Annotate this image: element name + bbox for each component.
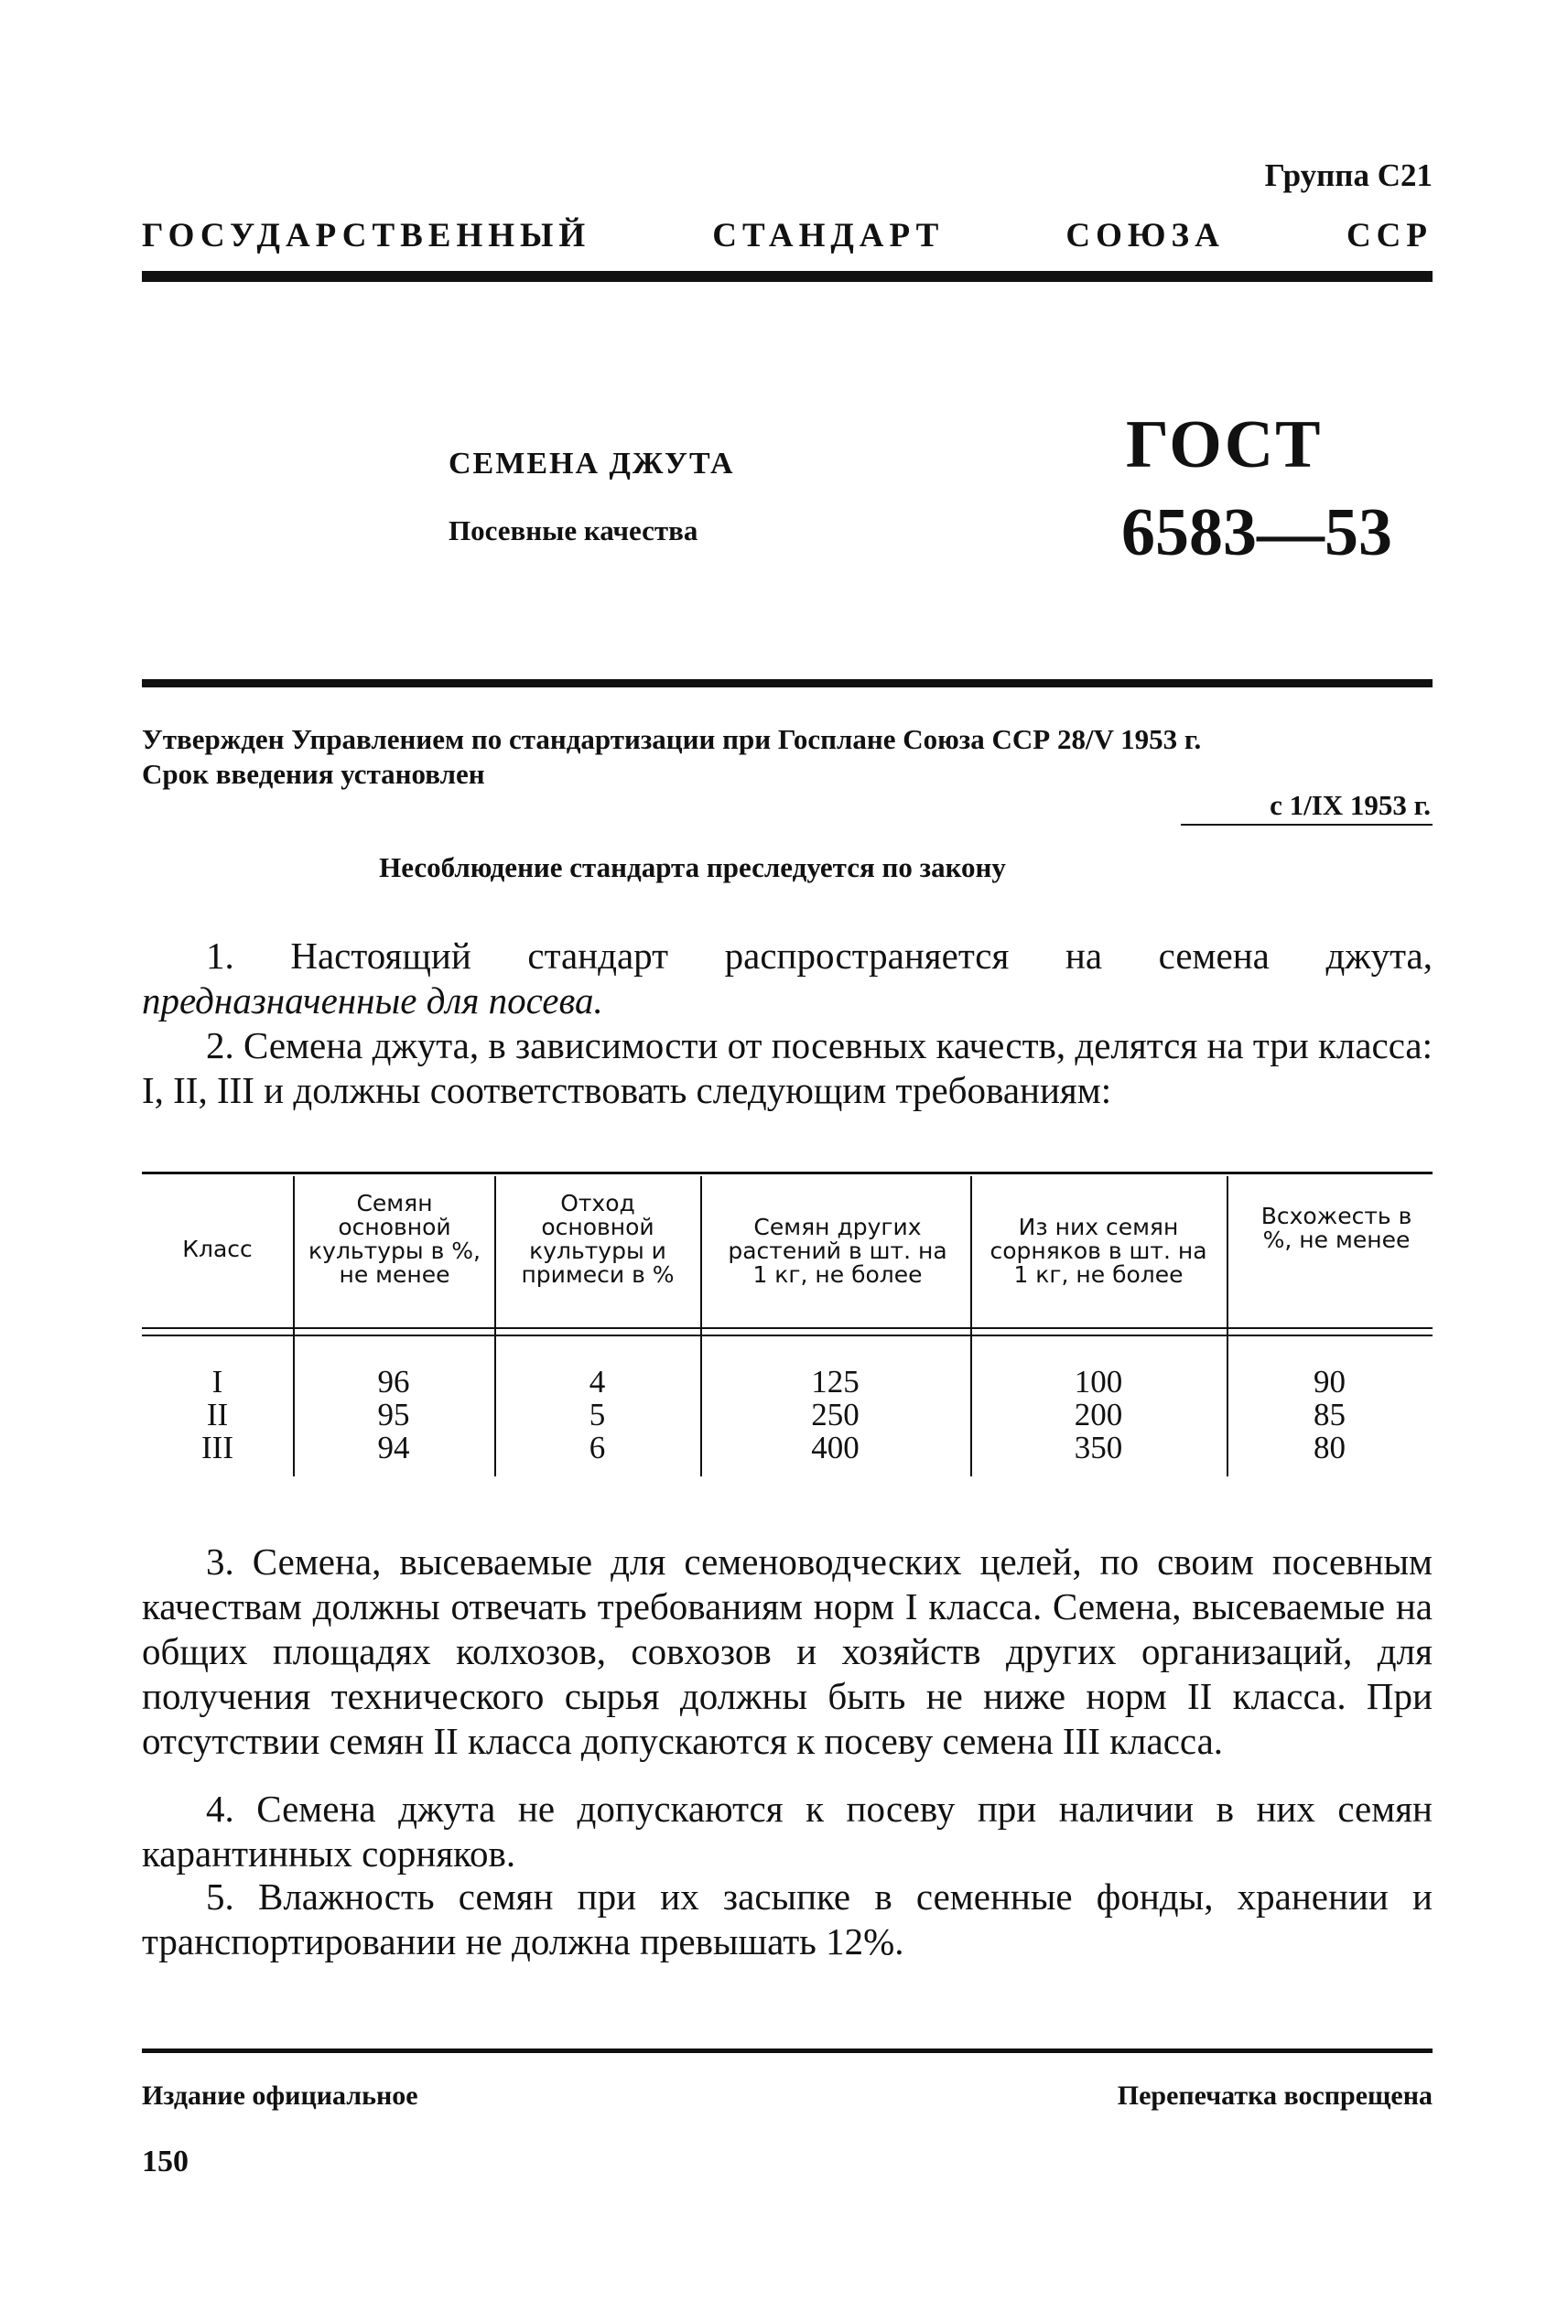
intro-date: с 1/IX 1953 г.: [1270, 789, 1431, 821]
table-cell: 400: [811, 1430, 860, 1465]
clause-2: [142, 1023, 1433, 1113]
table-cell: 5: [589, 1397, 606, 1432]
clause-3: [142, 1540, 1433, 1764]
intro-date-underline: [1181, 824, 1433, 826]
clause-3-text: 3. Семена, высеваемые для семеноводческих целей, по своим посевным качествам должны отвечать требованиям норм I класса. Семена, высеваемые на общих площадях колхозов, совхозов и хозяйств других организаций, для получения технического сырья должны быть не ниже норм II класса. При отсутствии семян II класса допускаются к посеву семена III класса.: [142, 1540, 1433, 1762]
table-cell: 96: [377, 1364, 410, 1400]
table-cell: 80: [1314, 1430, 1346, 1465]
law-notice: Несоблюдение стандарта преследуется по закону: [379, 851, 1006, 883]
requirements-table: [142, 1172, 1433, 1478]
col-header-other-plants: Семян других растений в шт. на 1 кг, не более: [728, 1214, 947, 1288]
clause-1-text: 1. Настоящий стандарт распространяется на семена джута,: [206, 935, 1433, 977]
reprint-notice: Перепечатка воспрещена: [1117, 2081, 1433, 2111]
header-rule: [142, 271, 1433, 282]
document-subtitle: Посевные качества: [449, 514, 698, 546]
title-rule: [142, 679, 1433, 687]
gost-number: 6583—53: [1121, 495, 1392, 570]
table-top-rule: [142, 1172, 1433, 1174]
table-cell: III: [201, 1430, 233, 1465]
table-cell: 100: [1074, 1364, 1123, 1400]
table-cell: 200: [1074, 1397, 1123, 1432]
clause-5-text: 5. Влажность семян при их засыпке в семенные фонды, хранении и транспортировании не должна превышать 12%.: [142, 1875, 1433, 1962]
col-header-germination: Всхожесть в %, не менее: [1260, 1203, 1412, 1253]
table-cell: II: [206, 1397, 229, 1432]
official-edition: Издание официальное: [142, 2081, 418, 2111]
approval-line: Утвержден Управлением по стандартизации при Госплане Союза ССР 28/V 1953 г.: [142, 723, 1202, 755]
table-cell: I: [211, 1364, 223, 1400]
table-cell: 125: [811, 1364, 860, 1400]
table-header-rule-2: [142, 1335, 1433, 1336]
col-header-waste: Отход основной культуры и примеси в %: [521, 1190, 675, 1288]
table-cell: 95: [377, 1397, 410, 1432]
clause-1: [142, 934, 1433, 1023]
table-cell: 250: [811, 1397, 860, 1432]
col-header-main-seeds: Семян основной культуры в %, не менее: [308, 1190, 481, 1288]
table-cell: 94: [377, 1430, 410, 1465]
table-cell: 350: [1074, 1430, 1123, 1465]
clause-4: [142, 1787, 1433, 1876]
table-cell: 85: [1314, 1397, 1346, 1432]
col-header-class: Класс: [182, 1236, 253, 1262]
clause-2-text: 2. Семена джута, в зависимости от посевных качеств, делятся на три класса: I, II, III и должны соответствовать следующим требованиям:: [142, 1024, 1433, 1111]
intro-label: Срок введения установлен: [142, 758, 485, 790]
gost-label: ГОСТ: [1126, 407, 1323, 482]
group-code: Группа С21: [1264, 157, 1433, 193]
col-header-weeds: Из них семян сорняков в шт. на 1 кг, не более: [989, 1214, 1207, 1288]
standard-header: ГОСУДАРСТВЕННЫЙ СТАНДАРТ СОЮЗА ССР: [142, 217, 1433, 254]
clause-4-text: 4. Семена джута не допускаются к посеву при наличии в них семян карантинных сорняков.: [142, 1788, 1433, 1875]
page-number: 150: [142, 2145, 189, 2178]
clause-1-italic: предназначенные для посева.: [142, 979, 603, 1021]
table-cell: 4: [589, 1364, 606, 1400]
footer-rule: [142, 2048, 1433, 2053]
clause-5: [142, 1875, 1433, 1964]
table-cell: 6: [589, 1430, 606, 1465]
table-header-rule: [142, 1327, 1433, 1329]
table-cell: 90: [1314, 1364, 1346, 1400]
document-title: СЕМЕНА ДЖУТА: [449, 447, 735, 481]
